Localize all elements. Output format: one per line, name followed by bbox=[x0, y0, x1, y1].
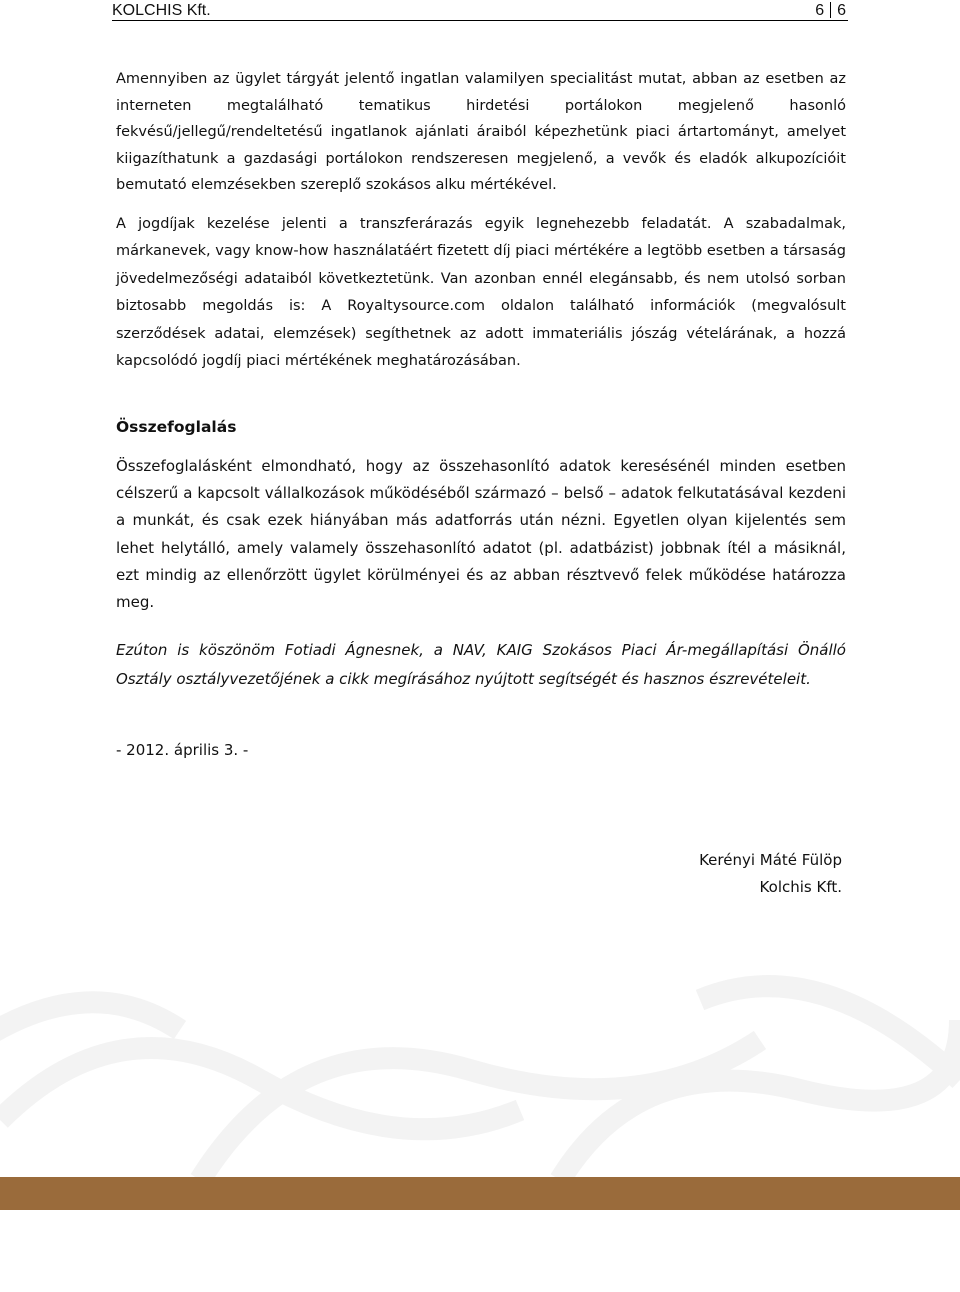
paragraph-royalties: A jogdíjak kezelése jelenti a transzferárazás egyik legnehezebb feladatát. A szabadalmak, márkanevek, vagy know-how használatáért fizetett díj piaci mértékére a legtöbb esetben a társaság jövedelmezőségi adataiból következtetünk. Van azonban ennél elegánsabb, és nem utolsó sorban biztosabb megoldás is: A Royaltysource.com oldalon található információk (megvalósult szerződések adatai, elemzések) segíthetnek az adott immateriális jószág vételárának, a hozzá kapcsolódó jogdíj piaci mértékének meghatározásában. bbox=[116, 215, 846, 369]
summary-paragraph: Összefoglalásként elmondható, hogy az összehasonlító adatok keresésénél minden esetben célszerű a kapcsolt vállalkozások működéséből származó – belső – adatok felkutatásával kezdeni a munkát, és csak ezek hiányában más adatforrás után nézni. Egyetlen olyan kijelentés sem lehet helytálló, amely valamely összehasonlító adatot (pl. adatbázist) jobbnak ítél a másiknál, ezt mindig az ellenőrzött ügylet körülményei és az abban résztvevő felek működése határozza meg. bbox=[116, 457, 846, 612]
footer-band bbox=[0, 1177, 960, 1210]
page-number bbox=[815, 2, 848, 20]
page-header bbox=[112, 0, 848, 21]
acknowledgement-text: Ezúton is köszönöm Fotiadi Ágnesnek, a NAV, KAIG Szokásos Piaci Ár-megállapítási Önálló Osztály osztályvezetőjének a cikk megírásához nyújtott segítségét és hasznos észrevételeit. bbox=[116, 641, 846, 688]
signature-company: Kolchis Kft. bbox=[759, 878, 842, 896]
page-number-divider bbox=[830, 2, 831, 18]
signature-name: Kerényi Máté Fülöp bbox=[699, 851, 842, 869]
section-heading-summary: Összefoglalás bbox=[116, 418, 237, 436]
header-company: KOLCHIS Kft. bbox=[112, 2, 211, 19]
decorative-swirls bbox=[0, 960, 960, 1180]
page-current: 6 bbox=[815, 2, 825, 19]
signature-block bbox=[699, 847, 842, 901]
page-total: 6 bbox=[837, 2, 846, 19]
acknowledgement-section bbox=[116, 636, 846, 694]
document-date: - 2012. április 3. - bbox=[116, 741, 249, 759]
summary-section bbox=[116, 453, 846, 616]
body-text bbox=[116, 66, 846, 376]
paragraph-specialty-property: Amennyiben az ügylet tárgyát jelentő ingatlan valamilyen specialitást mutat, abban az esetben az interneten megtalálható tematikus hirdetési portálokon megjelenő hasonló fekvésű/jellegű/rendeltetésű ingatlanok ajánlati áraiból képezhetünk piaci ártartományt, amelyet kiigazíthatunk a gazdasági portálokon rendszeresen megjelenő, a vevők és eladók alkupozícióit bemutató elemzésekben szereplő szokásos alku mértékével. bbox=[116, 71, 846, 193]
